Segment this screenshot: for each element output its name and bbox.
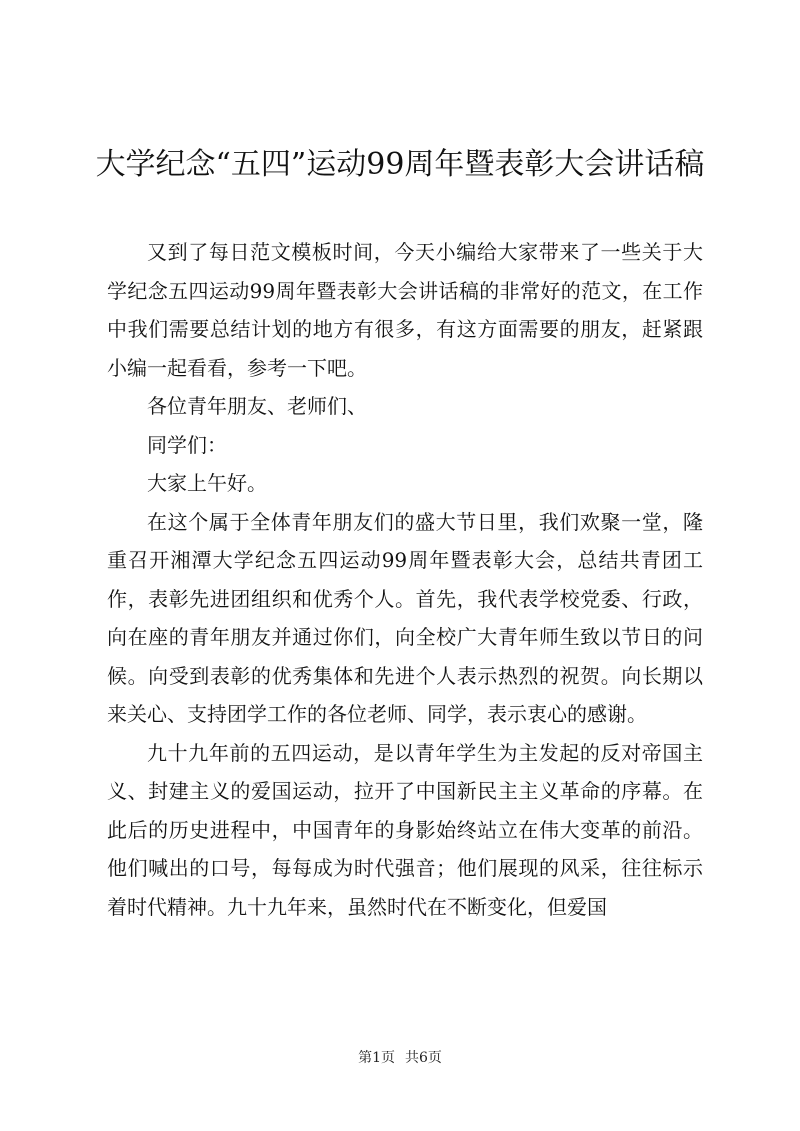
- page-number: 第1页: [358, 1050, 395, 1066]
- page-footer: [0, 1049, 800, 1067]
- page-total: 共6页: [405, 1050, 442, 1066]
- salutation-line-1: 各位青年朋友、老师们、: [147, 394, 367, 418]
- greeting-line: 大家上午好。: [147, 471, 267, 495]
- body-paragraph: 在这个属于全体青年朋友们的盛大节日里，我们欢聚一堂，隆重召开湘潭大学纪念五四运动99周年暨表彰大会，总结共青团工作，表彰先进团组织和优秀个人。首先，我代表学校党委、行政，向在座的青年朋友并通过你们，向全校广大青年师生致以节日的问候。向受到表彰的优秀集体和先进个人表示热烈的祝贺。向长期以来关心、支持团学工作的各位老师、同学，表示衷心的感谢。: [107, 509, 703, 726]
- document-body: [107, 233, 703, 926]
- intro-paragraph: 又到了每日范文模板时间，今天小编给大家带来了一些关于大学纪念五四运动99周年暨表彰大会讲话稿的非常好的范文，在工作中我们需要总结计划的地方有很多，有这方面需要的朋友，赶紧跟小编一起看看，参考一下吧。: [107, 240, 703, 380]
- document-title: 大学纪念“五四”运动99周年暨表彰大会讲话稿: [95, 147, 705, 182]
- body-paragraph: 九十九年前的五四运动，是以青年学生为主发起的反对帝国主义、封建主义的爱国运动，拉开了中国新民主主义革命的序幕。在此后的历史进程中，中国青年的身影始终站立在伟大变革的前沿。他们喊出的口号，每每成为时代强音；他们展现的风采，往往标示着时代精神。九十九年来，虽然时代在不断变化，但爱国: [107, 740, 703, 919]
- salutation-line-2: 同学们：: [147, 432, 227, 457]
